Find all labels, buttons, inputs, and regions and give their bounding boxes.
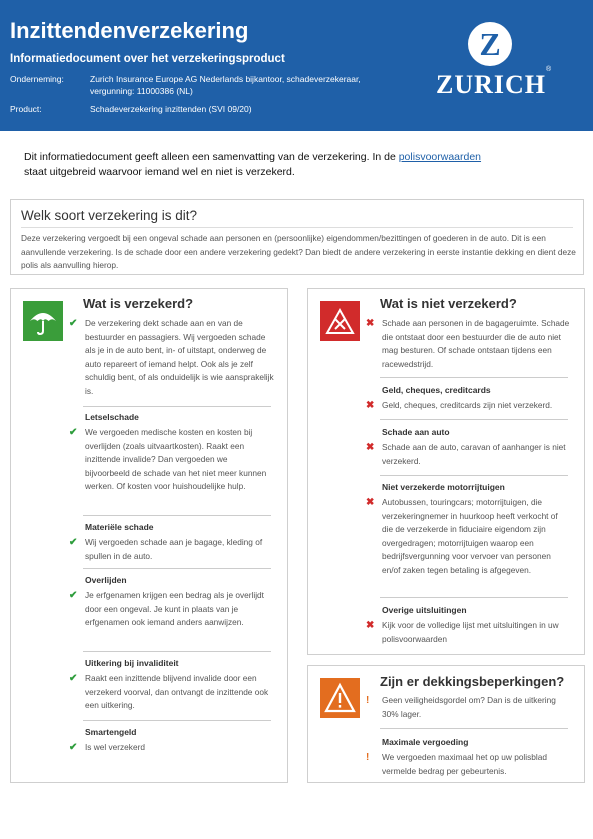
- document-title: Inzittendenverzekering: [10, 18, 249, 43]
- logo-registered-mark: ®: [546, 66, 552, 73]
- list-item: Geld, cheques, creditcards ✖ Geld, cheques, creditcards zijn niet verzekerd.: [366, 385, 553, 411]
- exclamation-icon: !: [366, 752, 370, 763]
- list-item: Overige uitsluitingen ✖ Kijk voor de volledige lijst met uitsluitingen in uw polisvoorwaarden: [366, 605, 559, 644]
- insurance-type-box: [10, 199, 584, 275]
- insured-box: [10, 288, 288, 783]
- list-item: Smartengeld ✔ Is wel verzekerd: [69, 727, 145, 753]
- header: [0, 0, 593, 131]
- cross-icon: ✖: [366, 442, 375, 453]
- check-icon: ✔: [69, 673, 78, 684]
- logo-letter: Z: [479, 26, 501, 62]
- company-value-line1: Zurich Insurance Europe AG Nederlands bijkantoor, schadeverzekeraar,: [90, 74, 361, 84]
- intro-part2: staat uitgebreid waarvoor iemand wel en niet is verzekerd.: [24, 166, 295, 178]
- list-item: Uitkering bij invaliditeit ✔ Raakt een inzittende blijvend invalide door een verzekerd voorval, dan ontvangt de inzittende ook een uitkering.: [69, 658, 269, 710]
- list-item: Maximale vergoeding ! We vergoeden maximaal het op uw polisblad vermelde bedrag per gebeurtenis.: [366, 737, 547, 776]
- divider: [83, 515, 271, 516]
- limits-title: Zijn er dekkingsbeperkingen?: [380, 674, 565, 689]
- divider: [380, 728, 568, 729]
- list-item: ! Geen veiligheidsgordel om? Dan is de uitkering 30% lager.: [366, 695, 556, 719]
- insured-title: Wat is verzekerd?: [83, 296, 194, 311]
- exclamation-icon: !: [366, 695, 370, 706]
- divider: [83, 651, 271, 652]
- product-label: Product:: [10, 104, 42, 114]
- limits-box: [307, 665, 585, 783]
- list-item: ✔ De verzekering dekt schade aan en van de bestuurder en passagiers. Wij vergoeden schade als je in de auto bent, in- of uitstapt, onderweg de auto repareert of iemand helpt. Ook als je zelf schuldig bent, of als onduidelijk is wie aansprakelijk is.: [69, 318, 274, 396]
- check-icon: ✔: [69, 427, 78, 438]
- cross-box-icon: [320, 301, 360, 341]
- divider: [380, 377, 568, 378]
- document-subtitle: Informatiedocument over het verzekeringsproduct: [10, 53, 285, 65]
- cross-icon: ✖: [366, 318, 375, 329]
- warning-icon: [320, 678, 360, 718]
- company-value: [90, 73, 400, 97]
- check-icon: ✔: [69, 590, 78, 601]
- check-icon: ✔: [69, 318, 78, 329]
- list-item: Niet verzekerde motorrijtuigen ✖ Autobussen, touringcars; motorrijtuigen, die verzekeringnemer in huurkoop heeft verkocht of die de verzekerde in fiduciaire eigendom zijn overgedragen; motorrijtuigen waarop een bedrijfsvergunning voor vervoer van personen en/of zaken tegen betaling is afgegeven.: [366, 482, 558, 575]
- list-item: Letselschade ✔ We vergoeden medische kosten en kosten bij overlijden (zoals uitvaartkosten). Raakt een inzittende invalide? Dan vergoeden we bijvoorbeeld de schade van het niet meer kunnen werken. Of kosten voor huishoudelijke hulp.: [69, 412, 267, 491]
- zurich-logo-icon: [468, 22, 512, 66]
- divider: [83, 568, 271, 569]
- divider: [380, 419, 568, 420]
- not-insured-title: Wat is niet verzekerd?: [380, 296, 517, 311]
- divider: [21, 227, 573, 228]
- check-icon: ✔: [69, 742, 78, 753]
- company-value-line2: vergunning: 11000386 (NL): [90, 86, 193, 96]
- divider: [83, 406, 271, 407]
- list-item: Overlijden ✔ Je erfgenamen krijgen een bedrag als je overlijdt door een ongeval. Je kunt in plaats van je erfgenamen ook iemand anders aanwijzen.: [69, 575, 264, 627]
- insurance-type-body: Deze verzekering vergoedt bij een ongeval schade aan personen en (persoonlijke) eigendommen/bezittingen of goederen in de auto. Dit is een aanvullende verzekering. Is de schade door een andere verzekering gedekt? Dan biedt de andere verzekering in eerste instantie dekking en dient deze polis als aanvulling hierop.: [21, 233, 576, 270]
- umbrella-icon: [23, 301, 63, 341]
- intro-part1: Dit informatiedocument geeft alleen een samenvatting van de verzekering. In de: [24, 151, 399, 163]
- policy-conditions-link[interactable]: polisvoorwaarden: [398, 151, 482, 163]
- divider: [380, 475, 568, 476]
- logo-wordmark: ZURICH: [436, 70, 547, 99]
- cross-icon: ✖: [366, 620, 375, 631]
- not-insured-box: [307, 288, 585, 655]
- divider: [380, 597, 568, 598]
- cross-icon: ✖: [366, 400, 375, 411]
- check-icon: ✔: [69, 537, 78, 548]
- insurance-type-title: Welk soort verzekering is dit?: [21, 208, 198, 223]
- company-label: Onderneming:: [10, 74, 64, 84]
- product-value: Schadeverzekering inzittenden (SVI 09/20): [90, 104, 252, 114]
- list-item: Schade aan auto ✖ Schade aan de auto, caravan of aanhanger is niet verzekerd.: [366, 427, 566, 466]
- list-item: ✖ Schade aan personen in de bagageruimte. Schade die ontstaat door een bestuurder die de auto niet mag besturen. Of schade ontstaan tijdens een racewedstrijd.: [366, 318, 570, 369]
- list-item: Materiële schade ✔ Wij vergoeden schade aan je bagage, kleding of spullen in de auto.: [69, 522, 263, 561]
- divider: [83, 720, 271, 721]
- cross-icon: ✖: [366, 497, 375, 508]
- intro-text: [24, 150, 564, 180]
